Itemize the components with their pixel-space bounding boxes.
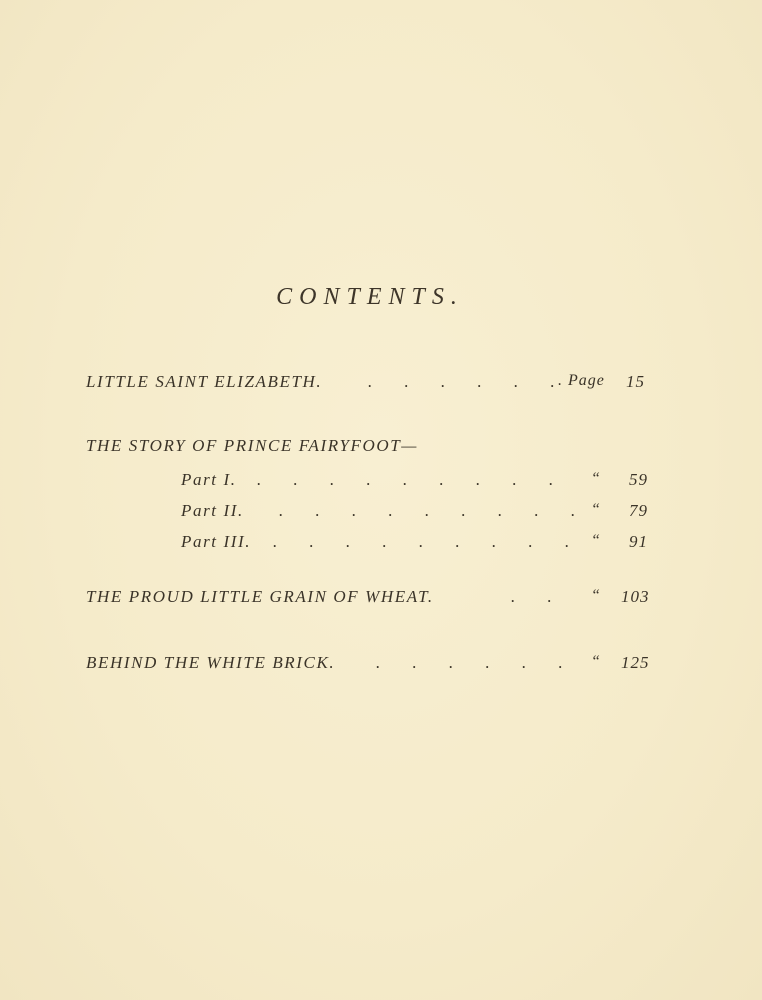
- toc-entry-label: Part I.: [181, 470, 237, 489]
- toc-entry-label: THE PROUD LITTLE GRAIN OF WHEAT.: [86, 587, 434, 606]
- toc-page-prefix: . Page: [558, 372, 605, 389]
- toc-leader-dots: . . . . . . . . .: [279, 501, 590, 520]
- toc-entry-part-1: [181, 470, 661, 496]
- toc-entry-part-2: [181, 501, 661, 527]
- toc-page-number: 103: [621, 587, 650, 606]
- toc-entry-part-3: [181, 532, 661, 558]
- toc-page-number: 59: [629, 470, 648, 489]
- toc-page-prefix: “: [591, 587, 601, 604]
- toc-page-prefix: “: [591, 470, 601, 487]
- toc-leader-dots: . . . . . . . . .: [273, 532, 584, 551]
- toc-entry-label: LITTLE SAINT ELIZABETH.: [86, 372, 323, 391]
- toc-entry-label: BEHIND THE WHITE BRICK.: [86, 653, 336, 672]
- toc-leader-dots: . . . . . .: [376, 653, 577, 672]
- toc-entry-little-saint-elizabeth: [86, 372, 686, 398]
- toc-page-prefix: “: [591, 501, 601, 518]
- toc-page-prefix: “: [591, 532, 601, 549]
- toc-page-prefix: “: [591, 653, 601, 670]
- toc-section-heading: THE STORY OF PRINCE FAIRYFOOT—: [86, 436, 419, 455]
- toc-page-number: 125: [621, 653, 650, 672]
- toc-leader-dots: . .: [511, 587, 566, 606]
- toc-entry-behind-white-brick: [86, 653, 686, 679]
- toc-page-number: 79: [629, 501, 648, 520]
- toc-entry-proud-little-grain: [86, 587, 686, 613]
- toc-entry-label: Part III.: [181, 532, 252, 551]
- toc-page-number: 15: [626, 372, 645, 391]
- toc-entry-label: Part II.: [181, 501, 244, 520]
- page-title: CONTENTS.: [276, 284, 464, 310]
- toc-leader-dots: . . . . . . . . .: [257, 470, 568, 489]
- toc-page-number: 91: [629, 532, 648, 551]
- toc-leader-dots: . . . . . .: [368, 372, 569, 391]
